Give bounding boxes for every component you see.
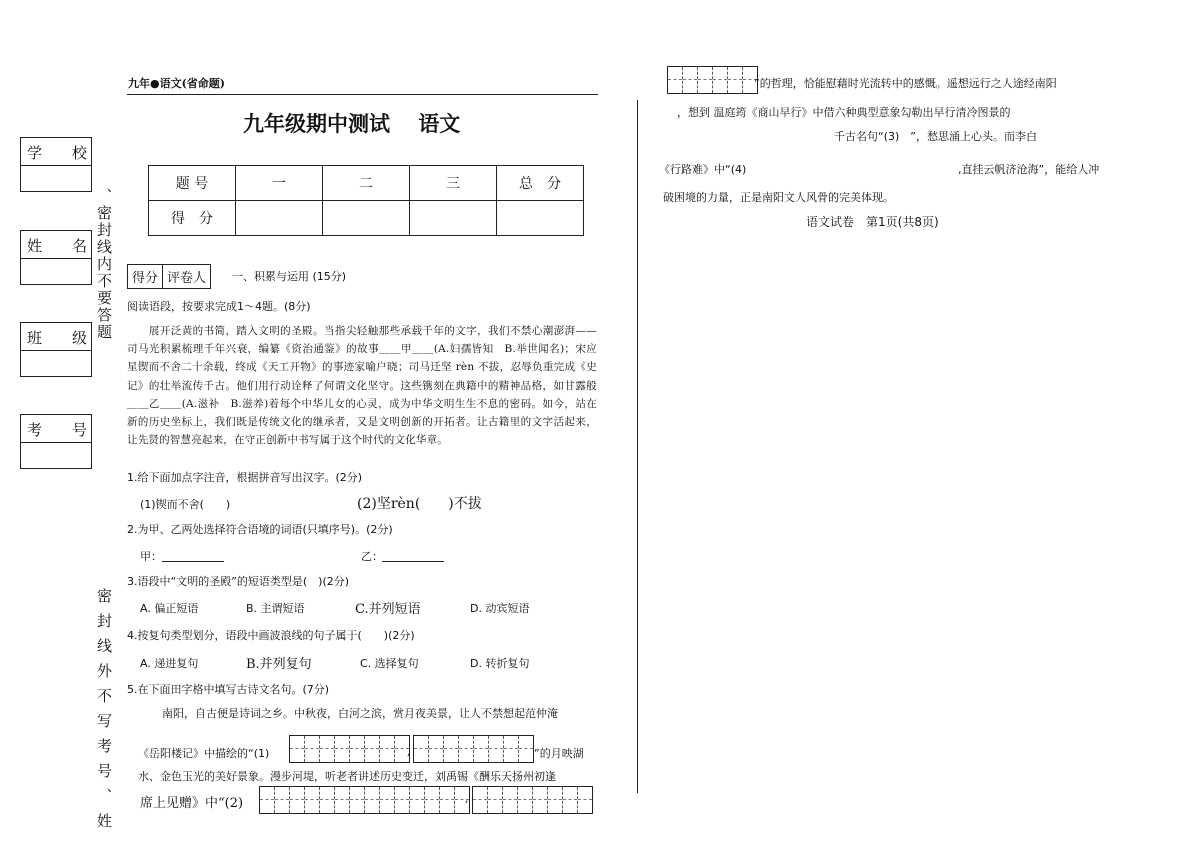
tianzige-grid-1b[interactable]: [413, 735, 534, 763]
question-5-line-3: 水、金色玉光的美好景象。漫步河堤，听老者讲述历史变迁，刘禹锡《酬乐天扬州初逢: [138, 770, 556, 783]
question-5-line-2b: ”的月映湖: [534, 747, 584, 760]
running-title: 九年●语文(省命题): [128, 77, 226, 90]
score-header-cell: 三: [410, 166, 497, 201]
question-1-item-b: (2)坚rèn( )不拔: [357, 496, 482, 512]
exam-number-label: 考 号: [27, 421, 88, 439]
option-c: C. 选择复句: [360, 657, 419, 670]
binding-note-inside: 、密封线内不要答题: [95, 188, 113, 341]
score-entry-cell[interactable]: [323, 201, 410, 236]
option-a: A. 偏正短语: [140, 602, 199, 615]
page-title: 九年级期中测试 语文: [243, 111, 461, 136]
option-d: D. 转折复句: [470, 657, 530, 670]
header-rule: [127, 94, 598, 95]
reading-passage: 展开泛黄的书简，踏入文明的圣殿。当指尖轻触那些承载千年的文字，我们不禁心潮澎湃——司马光积累梳理千年兴衰，编纂《资治通鉴》的故事＿＿甲＿＿(A.妇孺皆知 B.举世闻名)；宋应星锲而不舍二十余载，终成《天工开物》的事迹家喻户晓；司马迁坚 rèn 不拔，忍辱负重完成《史记》的壮举流传千古。他们用行动诠释了何谓文化坚守。这些镌刻在典籍中的精神品格，如甘露般＿＿乙＿＿(A.滋补 B.滋养)着每个中华儿女的心灵，成为中华文明生生不息的密码。如今，站在新的历史坐标上，我们既是传统文化的继承者，又是文明创新的开拓者。让古籍里的文字活起来，让先贤的智慧亮起来，在守正创新中书写属于这个时代的文化华章。: [127, 325, 597, 447]
right-line-1: ”的哲理，恰能慰藉时光流转中的感慨。遥想远行之人途经南阳: [754, 77, 1057, 90]
comma: ,: [465, 792, 469, 805]
name-label: 姓 名: [27, 237, 88, 255]
page-footer: 语文试卷 第1页(共8页): [806, 215, 939, 229]
option-b: B.并列复句: [246, 657, 312, 672]
question-2-stem: 2.为甲、乙两处选择符合语境的词语(只填序号)。(2分): [127, 523, 393, 536]
right-line-5: 破困境的力量，正是南阳文人风骨的完美体现。: [663, 191, 894, 204]
grader-box: [127, 264, 211, 289]
school-field: [20, 137, 92, 192]
name-field: [20, 230, 92, 285]
question-2-label-b: 乙：: [361, 550, 383, 563]
question-2-label-a: 甲：: [140, 550, 162, 563]
score-header-cell: 一: [236, 166, 323, 201]
tianzige-grid-2b[interactable]: [472, 786, 593, 814]
question-5-line-1: 南阳，自古便是诗词之乡。中秋夜，白河之滨，赏月夜美景，让人不禁想起范仲淹: [140, 707, 558, 720]
grader-score-label: 得分: [128, 265, 163, 289]
option-b: B. 主谓短语: [246, 602, 305, 615]
right-line-2: ，想到 温庭筠《商山早行》中借六种典型意象勾勒出早行清冷图景的: [677, 106, 1011, 119]
score-header-cell: 二: [323, 166, 410, 201]
right-line-4a: 《行路难》中“(4): [659, 163, 747, 176]
score-table: [148, 165, 584, 236]
comma: ,: [407, 745, 411, 758]
exam-number-field: [20, 414, 92, 469]
score-label-cell: 得 分: [149, 201, 236, 236]
question-5-line-2a: 《岳阳楼记》中描绘的“(1): [138, 747, 270, 760]
class-field: [20, 322, 92, 377]
column-divider: [637, 100, 638, 793]
exam-number-blank[interactable]: [21, 443, 91, 468]
right-line-3: 千古名句“(3) ”，愁思涌上心头。而李白: [834, 130, 1037, 143]
tianzige-grid-2c[interactable]: [667, 66, 758, 94]
section-title: 一、积累与运用 (15分): [232, 270, 347, 283]
school-label: 学 校: [27, 144, 88, 162]
question-4-stem: 4.按复句类型划分，语段中画波浪线的句子属于( )(2分): [127, 629, 415, 642]
question-1-stem: 1.给下面加点字注音，根据拼音写出汉字。(2分): [127, 471, 363, 484]
option-c: C.并列短语: [355, 602, 421, 617]
question-5-stem: 5.在下面田字格中填写古诗文名句。(7分): [127, 683, 330, 696]
score-header-cell: 题 号: [149, 166, 236, 201]
score-entry-cell[interactable]: [236, 201, 323, 236]
question-3-stem: 3.语段中“文明的圣殿”的短语类型是( )(2分): [127, 575, 350, 588]
binding-note-outside: 密封线外不写考号、姓: [95, 588, 113, 838]
score-entry-cell[interactable]: [497, 201, 584, 236]
right-line-4b: ,直挂云帆济沧海”，能给人冲: [958, 163, 1100, 176]
question-5-line-4a: 席上见赠》中“(2): [140, 796, 244, 811]
option-d: D. 动宾短语: [470, 602, 530, 615]
name-blank[interactable]: [21, 259, 91, 284]
reading-intro: 阅读语段，按要求完成1～4题。(8分): [127, 300, 311, 313]
answer-line-a[interactable]: [162, 561, 224, 562]
question-1-item-a: (1)锲而不舍( ): [140, 498, 231, 511]
class-label: 班 级: [27, 329, 88, 347]
tianzige-grid-2a[interactable]: [259, 786, 470, 814]
school-blank[interactable]: [21, 166, 91, 191]
option-a: A. 递进复句: [140, 657, 199, 670]
score-header-cell: 总 分: [497, 166, 584, 201]
score-entry-cell[interactable]: [410, 201, 497, 236]
answer-line-b[interactable]: [382, 561, 444, 562]
class-blank[interactable]: [21, 351, 91, 376]
tianzige-grid-1a[interactable]: [289, 735, 410, 763]
grader-name-label: 评卷人: [163, 265, 211, 289]
